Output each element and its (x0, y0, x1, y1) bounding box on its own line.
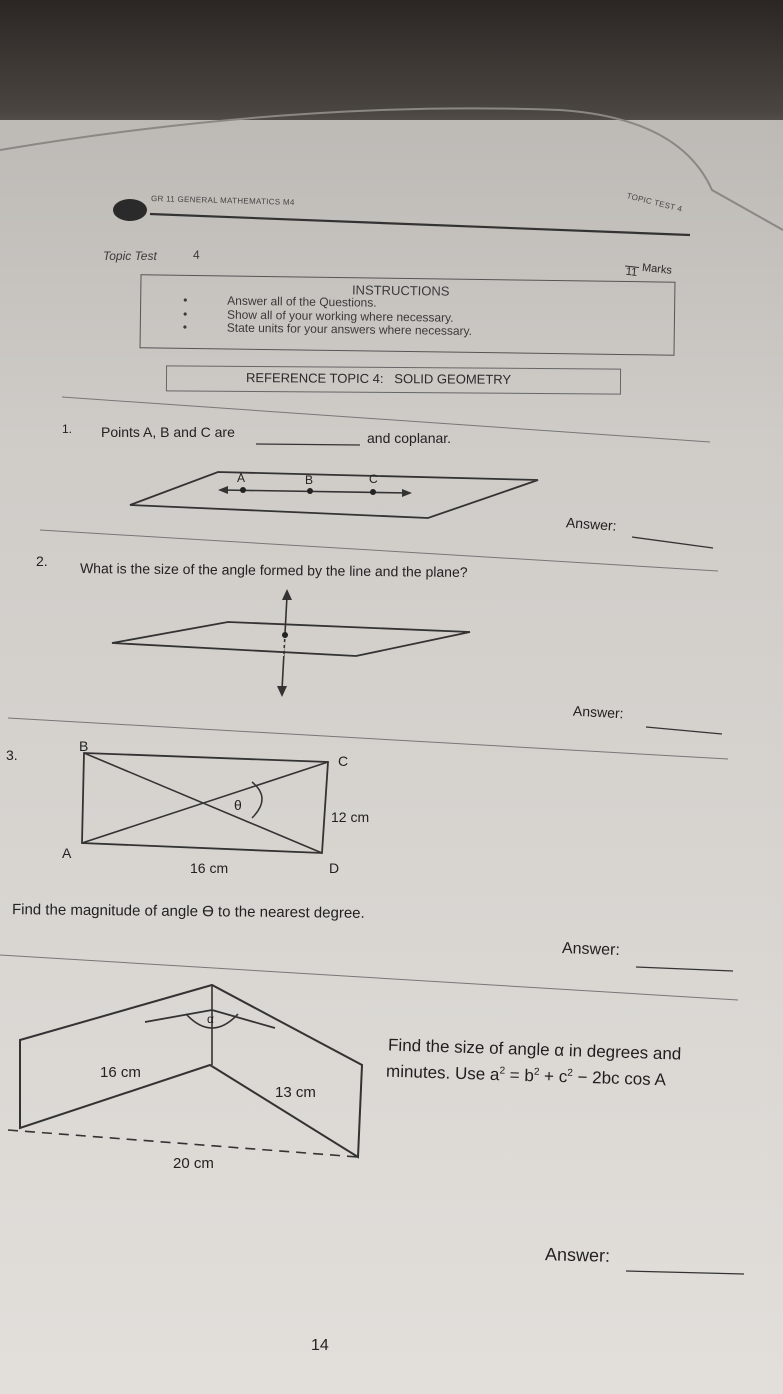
q2-plane (112, 622, 470, 656)
q1-point-a (240, 487, 246, 493)
q2-arrow-down (277, 686, 287, 697)
instruction-item: • Answer all of the Questions. (183, 292, 377, 310)
q1-point-c (370, 489, 376, 495)
q4-ridge (145, 1010, 212, 1022)
q2-answer-label: Answer: (572, 702, 624, 722)
header-rule (150, 214, 690, 235)
q3-text: Find the magnitude of angle ϴ to the nearest degree. (11, 901, 365, 922)
q3-label-b: B (79, 738, 89, 754)
q1-label-b: B (305, 473, 314, 487)
q3-angle-arc (252, 782, 262, 818)
q3-diagonal (82, 762, 328, 843)
reference-title: REFERENCE TOPIC 4: SOLID GEOMETRY (245, 370, 512, 387)
answer-line (636, 967, 733, 971)
corner-label: TOPIC TEST 4 (625, 191, 684, 214)
school-logo (113, 199, 147, 221)
q4-side1-label: 16 cm (100, 1064, 141, 1081)
q3-height-label: 12 cm (331, 809, 370, 825)
instructions-title: INSTRUCTIONS (351, 282, 450, 299)
topic-test-label: Topic Test (103, 249, 157, 263)
q3-answer-label: Answer: (561, 939, 621, 960)
instruction-item: • Show all of your working where necessary. (182, 306, 454, 325)
q1-text-before: Points A, B and C are (101, 424, 235, 440)
q3-width-label: 16 cm (190, 860, 229, 876)
q2-intersection-dot (282, 632, 288, 638)
marks-total: 11 (625, 265, 638, 279)
q3-angle-label: θ (234, 797, 242, 813)
divider (0, 955, 738, 1000)
answer-blank (256, 444, 360, 445)
q1-text-after: and coplanar. (367, 430, 452, 446)
q1-line (222, 490, 410, 493)
answer-line (626, 1271, 744, 1274)
q1-label-a: A (237, 471, 246, 485)
instructions-list (183, 294, 473, 339)
q4-answer-label: Answer: (544, 1244, 611, 1266)
q1-label-c: C (369, 472, 378, 486)
q3-label-d: D (329, 860, 340, 876)
marks-label: Marks (641, 261, 673, 277)
answer-line (632, 537, 713, 548)
page-number: 14 (311, 1337, 329, 1354)
q2-arrow-up (282, 589, 292, 600)
q4-angle-label: α (207, 1012, 214, 1026)
q1-plane (130, 472, 538, 518)
q4-hidden-edge (8, 1130, 358, 1157)
q1-answer-label: Answer: (565, 514, 618, 534)
q4-side2-label: 13 cm (275, 1084, 316, 1101)
q3-label-a: A (62, 845, 72, 861)
divider (8, 718, 728, 759)
q3-number: 3. (6, 747, 18, 763)
instruction-item: • State units for your answers where necessary. (182, 319, 473, 339)
q2-number: 2. (36, 553, 48, 569)
q1-arrow-left (218, 486, 228, 494)
q1-number: 1. (62, 422, 73, 436)
q4-text-line1: Find the size of angle α in degrees and (387, 1035, 682, 1064)
q4-side3-label: 20 cm (173, 1155, 214, 1172)
q3-label-c: C (338, 753, 349, 769)
course-title: GR 11 GENERAL MATHEMATICS M4 (150, 194, 295, 207)
q2-text: What is the size of the angle formed by the line and the plane? (79, 559, 468, 581)
q4-text-line2: minutes. Use $a^2 = b^2 + c^2 - 2bc$ cos A (385, 1061, 667, 1090)
topic-test-number: 4 (193, 248, 200, 262)
q4-face (20, 985, 362, 1157)
answer-line (646, 727, 722, 734)
marks-box (624, 256, 673, 282)
q1-arrow-right (402, 489, 412, 497)
q1-point-b (307, 488, 313, 494)
